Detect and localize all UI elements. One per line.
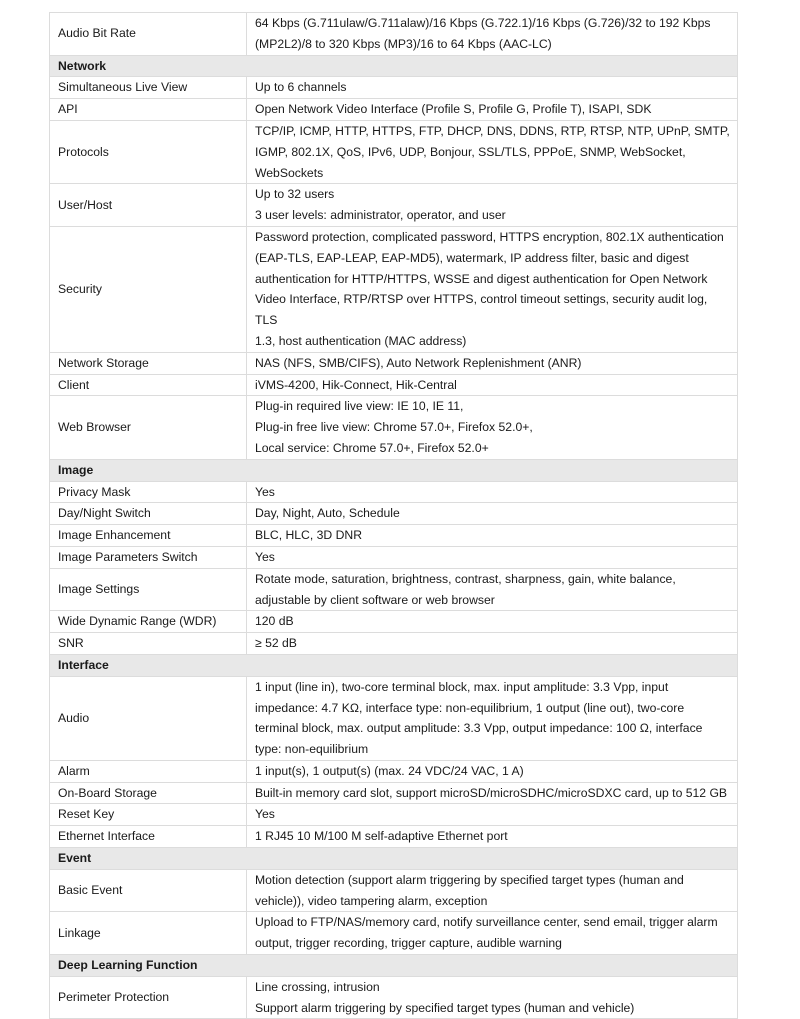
spec-label: Linkage: [50, 912, 247, 955]
spec-label: On-Board Storage: [50, 782, 247, 804]
spec-value-line: Plug-in free live view: Chrome 57.0+, Firefox 52.0+,: [255, 420, 533, 435]
spec-value: [247, 976, 738, 1019]
spec-value: [247, 226, 738, 352]
spec-value: [247, 633, 738, 655]
spec-label: Alarm: [50, 760, 247, 782]
section-header-row: [50, 55, 738, 77]
spec-label: Web Browser: [50, 396, 247, 459]
spec-table: [49, 12, 738, 1019]
spec-row: [50, 396, 738, 459]
spec-value-line: vehicle)), video tampering alarm, exception: [255, 893, 488, 908]
spec-row: [50, 869, 738, 912]
spec-label: Security: [50, 226, 247, 352]
spec-label: API: [50, 99, 247, 121]
spec-value-line: Up to 6 channels: [255, 80, 347, 95]
spec-value: [247, 120, 738, 183]
spec-row: [50, 760, 738, 782]
spec-value-line: 1 input (line in), two-core terminal block, max. input amplitude: 3.3 Vpp, input: [255, 679, 669, 694]
spec-row: [50, 374, 738, 396]
spec-value-line: 1 input(s), 1 output(s) (max. 24 VDC/24 VAC, 1 A): [255, 763, 524, 778]
spec-value: [247, 99, 738, 121]
spec-value: [247, 503, 738, 525]
section-header-row: [50, 654, 738, 676]
spec-value-line: NAS (NFS, SMB/CIFS), Auto Network Replenishment (ANR): [255, 355, 582, 370]
spec-value: [247, 525, 738, 547]
spec-value-line: WebSockets: [255, 165, 324, 180]
spec-row: [50, 226, 738, 352]
spec-value-line: Yes: [255, 484, 275, 499]
spec-row: [50, 568, 738, 611]
spec-value: [247, 352, 738, 374]
spec-value-line: Up to 32 users: [255, 187, 335, 202]
spec-row: [50, 676, 738, 760]
spec-row: [50, 782, 738, 804]
spec-row: [50, 804, 738, 826]
spec-value-line: Motion detection (support alarm triggering by specified target types (human and: [255, 872, 684, 887]
spec-label: Day/Night Switch: [50, 503, 247, 525]
spec-row: [50, 13, 738, 56]
spec-table-body: [50, 13, 738, 1019]
spec-label: Ethernet Interface: [50, 826, 247, 848]
section-title: Deep Learning Function: [50, 955, 738, 977]
spec-row: [50, 77, 738, 99]
section-header-row: [50, 955, 738, 977]
spec-value: [247, 912, 738, 955]
spec-value-line: Support alarm triggering by specified target types (human and vehicle): [255, 1000, 635, 1015]
spec-value-line: 1.3, host authentication (MAC address): [255, 333, 467, 348]
spec-row: [50, 611, 738, 633]
section-title: Image: [50, 459, 738, 481]
spec-label: Wide Dynamic Range (WDR): [50, 611, 247, 633]
spec-value-line: (MP2L2)/8 to 320 Kbps (MP3)/16 to 64 Kbps (AAC-LC): [255, 36, 552, 51]
spec-value: [247, 568, 738, 611]
spec-value-line: Yes: [255, 807, 275, 822]
spec-label: Audio: [50, 676, 247, 760]
spec-value: [247, 760, 738, 782]
spec-row: [50, 99, 738, 121]
spec-value-line: ≥ 52 dB: [255, 636, 297, 651]
section-title: Interface: [50, 654, 738, 676]
section-header-row: [50, 459, 738, 481]
spec-value: [247, 611, 738, 633]
spec-label: SNR: [50, 633, 247, 655]
spec-label: User/Host: [50, 184, 247, 227]
spec-value-line: BLC, HLC, 3D DNR: [255, 528, 363, 543]
spec-value-line: Upload to FTP/NAS/memory card, notify surveillance center, send email, trigger alarm: [255, 915, 718, 930]
spec-row: [50, 633, 738, 655]
spec-row: [50, 352, 738, 374]
spec-value-line: Open Network Video Interface (Profile S, Profile G, Profile T), ISAPI, SDK: [255, 102, 652, 117]
spec-value-line: terminal block, max. output amplitude: 3.3 Vpp, output impedance: 100 Ω, interface: [255, 721, 703, 736]
spec-row: [50, 481, 738, 503]
spec-label: Network Storage: [50, 352, 247, 374]
spec-value-line: Built-in memory card slot, support microSD/microSDHC/microSDXC card, up to 512 GB: [255, 785, 728, 800]
spec-row: [50, 826, 738, 848]
spec-value-line: authentication for HTTP/HTTPS, WSSE and digest authentication for Open Network: [255, 271, 708, 286]
spec-label: Reset Key: [50, 804, 247, 826]
spec-value: [247, 13, 738, 56]
spec-label: Perimeter Protection: [50, 976, 247, 1019]
spec-label: Image Enhancement: [50, 525, 247, 547]
spec-value: [247, 77, 738, 99]
spec-value: [247, 804, 738, 826]
spec-value: [247, 546, 738, 568]
spec-value: [247, 374, 738, 396]
spec-value-line: Plug-in required live view: IE 10, IE 11,: [255, 399, 464, 414]
spec-label: Image Settings: [50, 568, 247, 611]
spec-label: Simultaneous Live View: [50, 77, 247, 99]
spec-label: Basic Event: [50, 869, 247, 912]
spec-value-line: 64 Kbps (G.711ulaw/G.711alaw)/16 Kbps (G.722.1)/16 Kbps (G.726)/32 to 192 Kbps: [255, 16, 711, 30]
spec-value: [247, 396, 738, 459]
spec-value-line: adjustable by client software or web browser: [255, 592, 495, 607]
spec-value-line: output, trigger recording, trigger capture, audible warning: [255, 936, 562, 951]
spec-value: [247, 481, 738, 503]
spec-value-line: 3 user levels: administrator, operator, and user: [255, 208, 506, 223]
spec-value-line: 1 RJ45 10 M/100 M self-adaptive Ethernet port: [255, 829, 508, 844]
spec-label: Protocols: [50, 120, 247, 183]
spec-value-line: 120 dB: [255, 614, 294, 629]
spec-value-line: Local service: Chrome 57.0+, Firefox 52.0+: [255, 440, 489, 455]
spec-label: Privacy Mask: [50, 481, 247, 503]
spec-label: Client: [50, 374, 247, 396]
spec-value-line: type: non-equilibrium: [255, 742, 369, 757]
spec-label: Audio Bit Rate: [50, 13, 247, 56]
spec-row: [50, 912, 738, 955]
section-title: Network: [50, 55, 738, 77]
section-header-row: [50, 848, 738, 870]
spec-row: [50, 184, 738, 227]
spec-value-line: TCP/IP, ICMP, HTTP, HTTPS, FTP, DHCP, DNS, DDNS, RTP, RTSP, NTP, UPnP, SMTP,: [255, 123, 730, 138]
spec-value: [247, 676, 738, 760]
spec-value-line: (EAP-TLS, EAP-LEAP, EAP-MD5), watermark, IP address filter, basic and digest: [255, 250, 689, 265]
spec-value-line: IGMP, 802.1X, QoS, IPv6, UDP, Bonjour, SSL/TLS, PPPoE, SNMP, WebSocket,: [255, 144, 686, 159]
spec-row: [50, 976, 738, 1019]
spec-value: [247, 782, 738, 804]
spec-value-line: Password protection, complicated password, HTTPS encryption, 802.1X authentication: [255, 229, 724, 244]
spec-row: [50, 120, 738, 183]
spec-value-line: Video Interface, RTP/RTSP over HTTPS, control timeout settings, security audit log, TLS: [255, 292, 708, 328]
spec-value: [247, 869, 738, 912]
spec-value-line: Day, Night, Auto, Schedule: [255, 506, 400, 521]
spec-row: [50, 525, 738, 547]
spec-value-line: Line crossing, intrusion: [255, 979, 380, 994]
spec-value-line: iVMS-4200, Hik-Connect, Hik-Central: [255, 377, 457, 392]
spec-value: [247, 184, 738, 227]
spec-value: [247, 826, 738, 848]
spec-label: Image Parameters Switch: [50, 546, 247, 568]
spec-value-line: Yes: [255, 549, 275, 564]
section-title: Event: [50, 848, 738, 870]
spec-row: [50, 503, 738, 525]
spec-value-line: Rotate mode, saturation, brightness, contrast, sharpness, gain, white balance,: [255, 571, 676, 586]
spec-row: [50, 546, 738, 568]
spec-value-line: impedance: 4.7 KΩ, interface type: non-equilibrium, 1 output (line out), two-core: [255, 700, 685, 715]
